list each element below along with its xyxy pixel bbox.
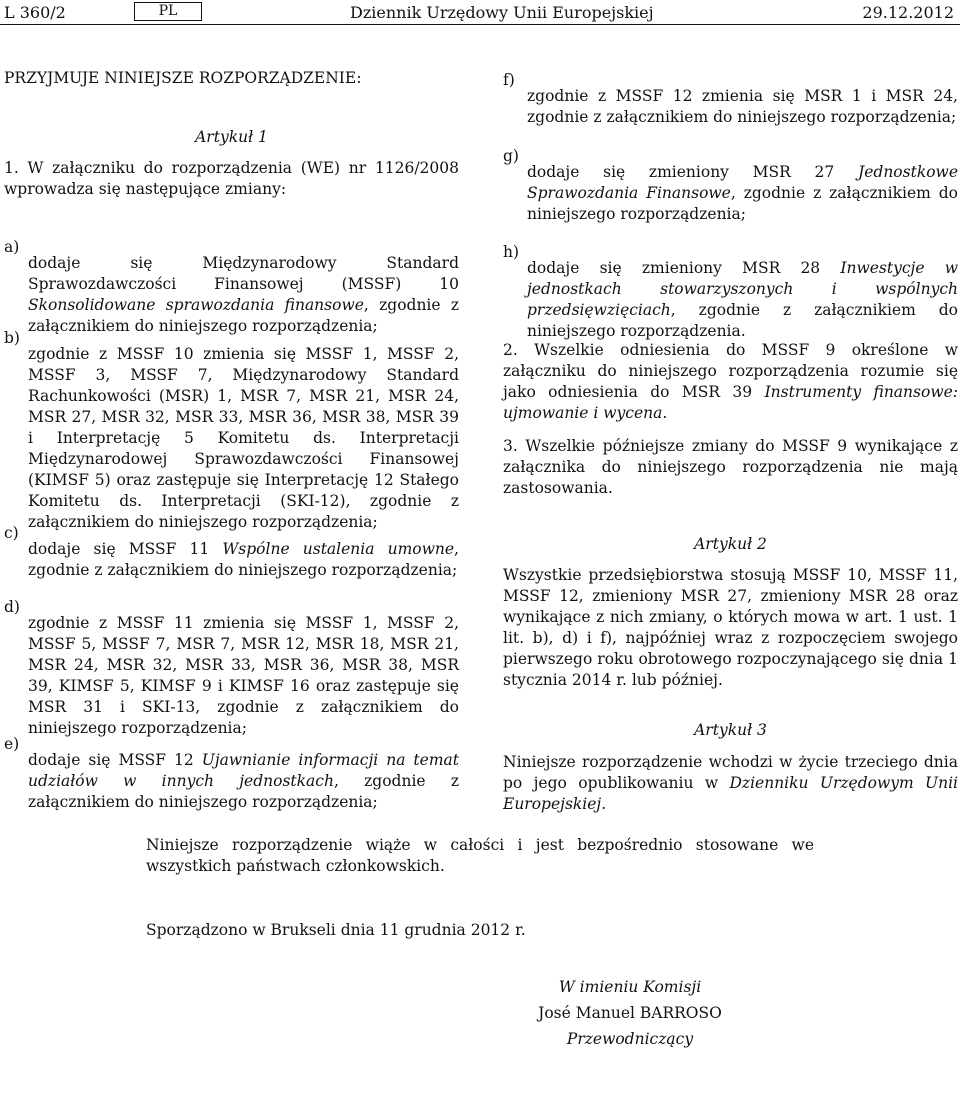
list-item-label: e): [4, 735, 20, 753]
article-1-paragraph-3: 3. Wszelkie późniejsze zmiany do MSSF 9 wynikające z załącznika do niniejszego rozporządzenia nie mają zastosowania.: [503, 437, 958, 497]
list-item-c: [4, 523, 459, 596]
article-1-title: Artykuł 1: [195, 128, 268, 146]
list-item-text: zgodnie z MSSF 10 zmienia się MSSF 1, MSSF 2, MSSF 3, MSSF 7, Międzynarodowy Standard Rachunkowości (MSR) 1, MSR 7, MSR 21, MSR 24, MSR 27, MSR 32, MSR 33, MSR 36, MSR 38, MSR 39 i Interpretację 5 Komitetu ds. Interpretacji Międzynarodowej Sprawozdawczości Finansowej (KIMSF 5) oraz zastępuje się Interpretację 12 Stałego Komitetu ds. Interpretacji (SKI-12), zgodnie z załącznikiem do niniejszego rozporządzenia;: [28, 344, 459, 531]
header-divider: [0, 24, 960, 25]
page-reference: L 360/2: [4, 3, 66, 22]
list-item-b: [4, 328, 459, 548]
signatory-name: José Manuel BARROSO: [538, 1004, 722, 1022]
article-1-paragraph-2: 2. Wszelkie odniesienia do MSSF 9 określone w załączniku do niniejszego rozporządzenia rozumie się jako odniesienia do MSR 39 Instrumenty finansowe: ujmowanie i wycena.: [503, 341, 958, 422]
list-item-label: h): [503, 243, 520, 261]
adopts-statement: PRZYJMUJE NINIEJSZE ROZPORZĄDZENIE:: [4, 69, 362, 87]
list-item-g: [503, 146, 958, 240]
list-item-label: a): [4, 238, 20, 256]
publication-date: 29.12.2012: [862, 3, 954, 22]
signatory-role: Przewodniczący: [566, 1030, 694, 1048]
list-item-d: [4, 597, 459, 754]
list-item-f: [503, 70, 958, 143]
article-2-text: Wszystkie przedsiębiorstwa stosują MSSF 10, MSSF 11, MSSF 12, zmieniony MSR 27, zmieniony MSR 28 oraz wynikające z nich zmiany, o których mowa w art. 1 ust. 1 lit. b), d) i f), najpóźniej wraz z rozpoczęciem swojego pierwszego roku obrotowego rozpoczynającego się dnia 1 stycznia 2014 r. lub później.: [503, 566, 958, 689]
list-item-e: [4, 734, 459, 828]
list-item-text: dodaje się zmieniony MSR 28 Inwestycje w jednostkach stowarzyszonych i wspólnych przedsięwzięciach, zgodnie z załącznikiem do niniejszego rozporządzenia.: [527, 258, 958, 340]
list-item-text: zgodnie z MSSF 12 zmienia się MSR 1 i MSR 24, zgodnie z załącznikiem do niniejszego rozporządzenia;: [527, 86, 958, 126]
article-1-paragraph-1: 1. W załączniku do rozporządzenia (WE) nr 1126/2008 wprowadza się następujące zmiany:: [4, 159, 459, 198]
language-badge: PL: [134, 2, 202, 21]
list-item-text: zgodnie z MSSF 11 zmienia się MSSF 1, MSSF 2, MSSF 5, MSSF 7, MSR 7, MSR 12, MSR 18, MSR 21, MSR 24, MSR 32, MSR 33, MSR 36, MSR 38, MSR 39, KIMSF 5, KIMSF 9 i KIMSF 16 oraz zastępuje się MSR 31 i SKI-13, zgodnie z załącznikiem do niniejszego rozporządzenia;: [28, 613, 459, 737]
done-at-statement: Sporządzono w Brukseli dnia 11 grudnia 2012 r.: [146, 921, 526, 939]
list-item-text: dodaje się zmieniony MSR 27 Jednostkowe Sprawozdania Finansowe, zgodnie z załącznikiem do niniejszego rozporządzenia;: [527, 162, 958, 223]
list-item-label: g): [503, 147, 519, 165]
list-item-text: dodaje się MSSF 12 Ujawnianie informacji na temat udziałów w innych jednostkach, zgodnie z załącznikiem do niniejszego rozporządzenia;: [28, 750, 459, 811]
article-3-title: Artykuł 3: [694, 721, 767, 739]
list-item-text: dodaje się MSSF 11 Wspólne ustalenia umowne, zgodnie z załącznikiem do niniejszego rozporządzenia;: [28, 539, 459, 579]
journal-title: Dziennik Urzędowy Unii Europejskiej: [350, 3, 654, 22]
list-item-text: dodaje się Międzynarodowy Standard Sprawozdawczości Finansowej (MSSF) 10 Skonsolidowane sprawozdania finansowe, zgodnie z załącznikiem do niniejszego rozporządzenia;: [28, 253, 459, 335]
page-header: [0, 2, 960, 24]
signature-on-behalf: W imieniu Komisji: [558, 978, 702, 996]
list-item-label: b): [4, 329, 20, 347]
list-item-label: c): [4, 524, 19, 542]
article-3-text: Niniejsze rozporządzenie wchodzi w życie trzeciego dnia po jego opublikowaniu w Dzienniku Urzędowym Unii Europejskiej.: [503, 753, 958, 813]
list-item-label: d): [4, 598, 20, 616]
list-item-label: f): [503, 71, 515, 89]
binding-clause: Niniejsze rozporządzenie wiąże w całości i jest bezpośrednio stosowane we wszystkich państwach członkowskich.: [146, 836, 814, 875]
article-2-title: Artykuł 2: [694, 535, 767, 553]
